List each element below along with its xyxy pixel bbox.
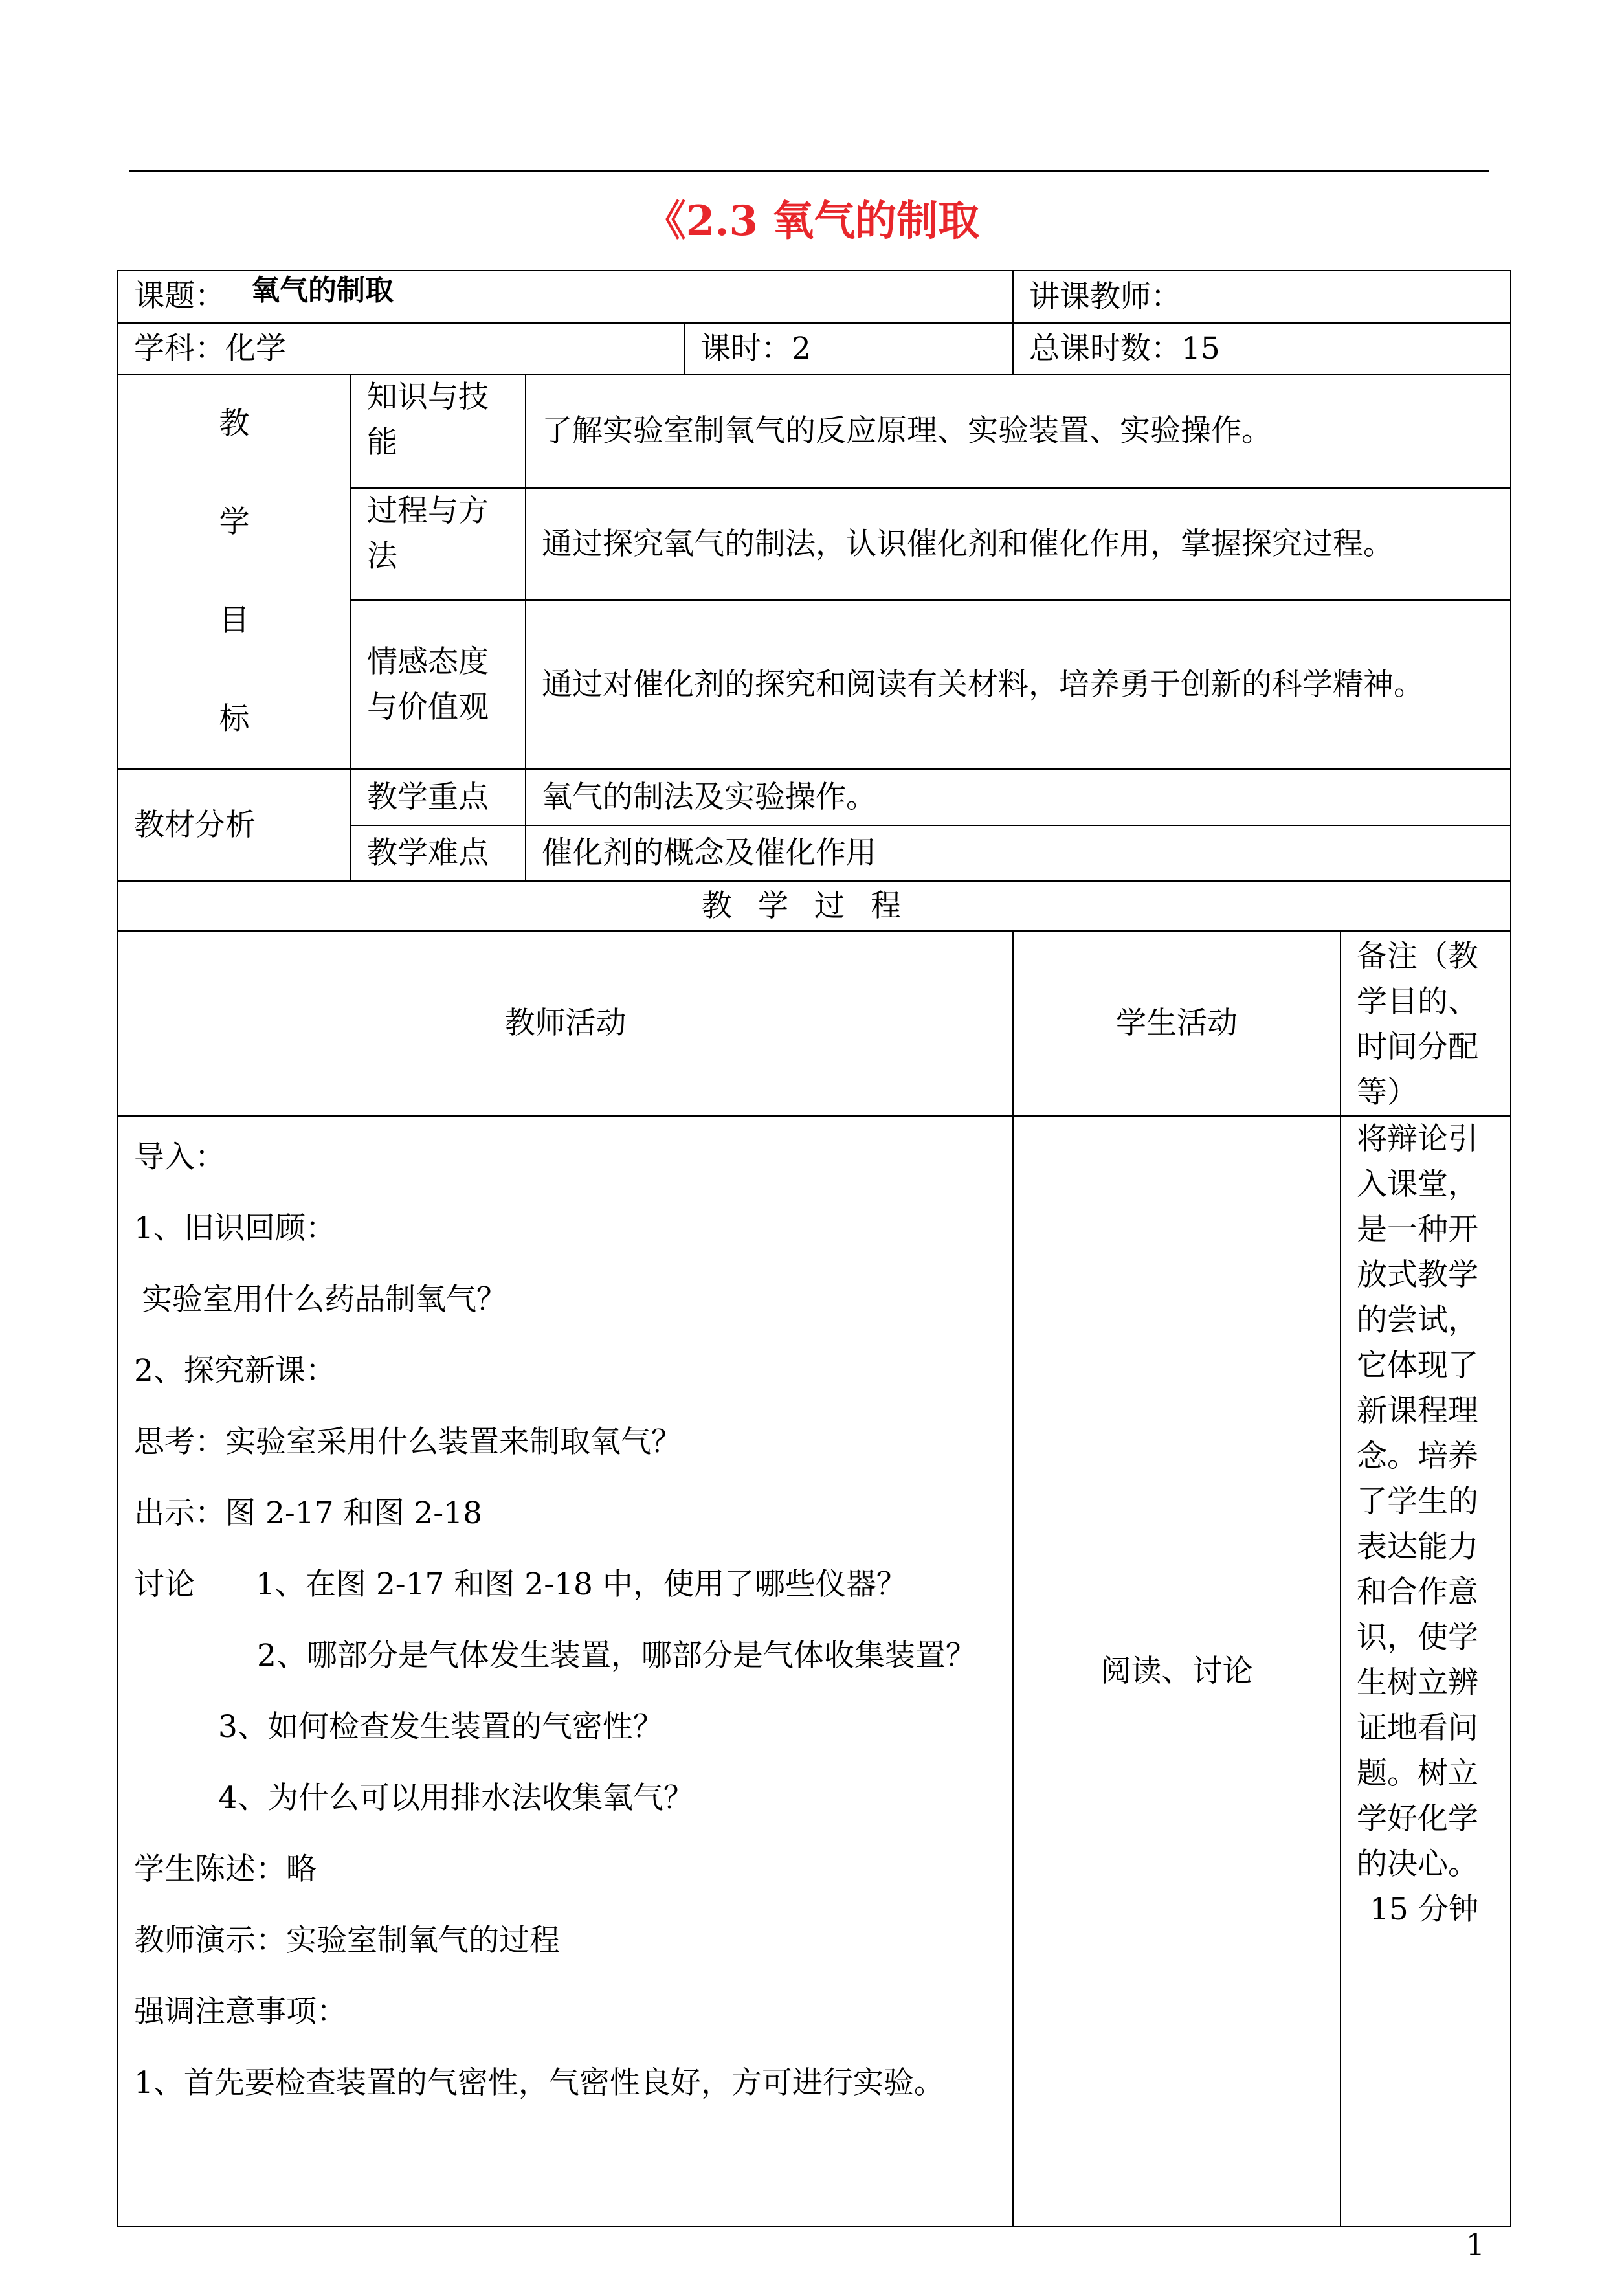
teacher-activity-header: 教师活动 (118, 931, 1013, 1116)
teacher-line: 4、为什么可以用排水法收集氧气？ (218, 1780, 694, 1816)
process-title: 教学过程 (118, 881, 1511, 931)
row-process-title (118, 881, 1511, 931)
goal-type: 情感态度与价值观 (351, 600, 526, 769)
notes-text: 将辩论引入课堂，是一种开放式教学的尝试，它体现了新课程理念。培养了学生的表达能力和合作意识，使学生树立辨证地看问题。树立学好化学的决心。 (1357, 1121, 1478, 1882)
goals-label-char: 学 (219, 504, 250, 540)
teacher-line: 2、探究新课： (134, 1353, 336, 1389)
teacher-line: 3、如何检查发生装置的气密性？ (218, 1709, 663, 1745)
student-activity-cell: 阅读、讨论 (1013, 1116, 1340, 2226)
student-activity-header: 学生活动 (1013, 931, 1340, 1116)
goal-type: 过程与方法 (351, 488, 526, 600)
analysis-label: 教材分析 (118, 769, 351, 881)
teacher-line: 1、旧识回顾： (134, 1211, 336, 1246)
row-topic (118, 271, 1511, 323)
analysis-type: 教学难点 (351, 825, 526, 881)
goals-label-char: 目 (219, 603, 250, 638)
notes-time: 15 分钟 (1370, 1892, 1479, 1927)
notes-cell (1340, 1116, 1511, 2226)
goal-content: 通过探究氧气的制法，认识催化剂和催化作用，掌握探究过程。 (526, 488, 1511, 600)
teacher-line: 教师演示：实验室制氧气的过程 (134, 1923, 560, 1958)
teacher-line: 2、哪部分是气体发生装置，哪部分是气体收集装置？ (257, 1638, 976, 1673)
teacher-line: 出示：图 2-17 和图 2-18 (134, 1495, 482, 1531)
analysis-type: 教学重点 (351, 769, 526, 825)
subject-cell: 学科：化学 (118, 323, 684, 374)
topic-value: 氧气的制取 (251, 274, 394, 307)
row-subject (118, 323, 1511, 374)
teacher-line: 实验室用什么药品制氧气？ (142, 1282, 507, 1317)
teacher-line: 强调注意事项： (134, 1994, 347, 2030)
teacher-line: 学生陈述：略 (134, 1851, 317, 1887)
goals-label (118, 374, 351, 769)
row-process-content (118, 1116, 1511, 2226)
teacher-line: 1、首先要检查装置的气密性，气密性良好，方可进行实验。 (134, 2065, 944, 2101)
teacher-cell (1013, 271, 1511, 323)
analysis-content: 氧气的制法及实验操作。 (526, 769, 1511, 825)
teacher-activity-cell (118, 1116, 1013, 2226)
document-title: 《2.3 氧气的制取 (644, 197, 980, 245)
goals-label-char: 教 (219, 406, 250, 442)
goal-content: 通过对催化剂的探究和阅读有关材料，培养勇于创新的科学精神。 (526, 600, 1511, 769)
analysis-content: 催化剂的概念及催化作用 (526, 825, 1511, 881)
period-cell: 课时：2 (684, 323, 1013, 374)
row-goal-knowledge (118, 374, 1511, 488)
row-column-headers (118, 931, 1511, 1116)
row-analysis-key (118, 769, 1511, 825)
teacher-line: 导入： (134, 1139, 225, 1175)
lesson-plan-table (117, 270, 1511, 2227)
goal-type: 知识与技能 (351, 374, 526, 488)
goal-content: 了解实验室制氧气的反应原理、实验装置、实验操作。 (526, 374, 1511, 488)
teacher-line: 讨论 1、在图 2-17 和图 2-18 中，使用了哪些仪器？ (134, 1567, 907, 1602)
notes-header: 备注（教学目的、时间分配等） (1340, 931, 1511, 1116)
total-periods-cell: 总课时数：15 (1013, 323, 1511, 374)
goals-label-char: 标 (219, 701, 250, 737)
teacher-line: 思考：实验室采用什么装置来制取氧气？ (134, 1424, 682, 1460)
header-rule (129, 170, 1489, 172)
page-number: 1 (1465, 2227, 1485, 2262)
teacher-label: 讲课教师： (1029, 278, 1181, 315)
topic-cell (118, 271, 1013, 323)
topic-label: 课题： (134, 278, 225, 314)
